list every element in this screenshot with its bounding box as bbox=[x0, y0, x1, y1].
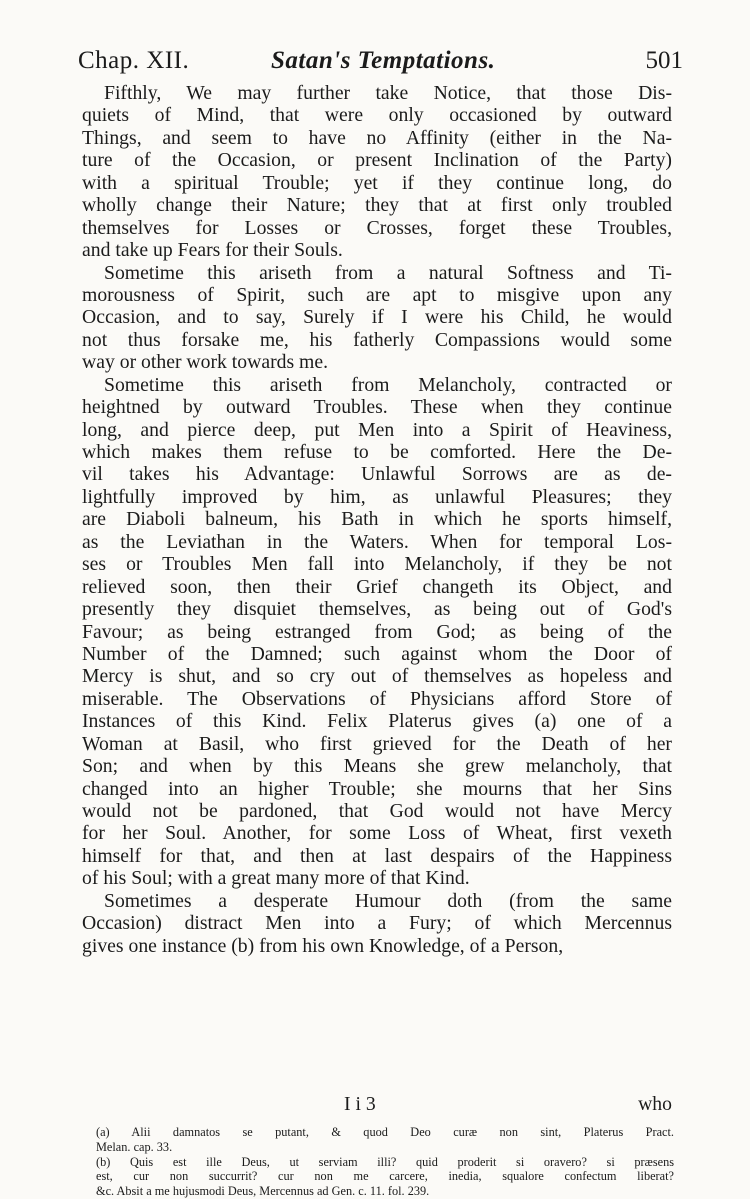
paragraph bbox=[82, 374, 672, 890]
footnote-line: (a) Alii damnatos se putant, & quod Deo curæ non sint, Platerus Pract. bbox=[96, 1125, 674, 1139]
footnote-line: &c. Absit a me hujusmodi Deus, Mercennus ad Gen. c. 11. fol. 239. bbox=[96, 1184, 430, 1199]
signature-mark: I i 3 bbox=[344, 1093, 376, 1115]
text-line: ture of the Occasion, or present Inclination of the Party) bbox=[82, 149, 672, 172]
footnotes bbox=[96, 1125, 674, 1199]
text-line: Woman at Basil, who first grieved for the Death of her bbox=[82, 732, 672, 755]
text-line: lightfully improved by him, as unlawful Pleasures; they bbox=[82, 485, 672, 508]
text-line: are Diaboli balneum, his Bath in which he sports himself, bbox=[82, 508, 672, 531]
running-title: Satan's Temptations. bbox=[271, 47, 496, 74]
text-line: Fifthly, We may further take Notice, that those Dis- bbox=[104, 82, 672, 104]
text-line: of his Soul; with a great many more of that Kind. bbox=[82, 867, 470, 890]
text-line: as the Leviathan in the Waters. When for temporal Los- bbox=[82, 530, 672, 553]
text-line: long, and pierce deep, put Men into a Spirit of Heaviness, bbox=[82, 418, 672, 441]
chapter-label: Chap. XII. bbox=[78, 47, 190, 74]
running-header bbox=[78, 47, 683, 87]
catchword: who bbox=[638, 1093, 672, 1115]
text-line: heightned by outward Troubles. These when they continue bbox=[82, 396, 672, 419]
text-line: Sometimes a desperate Humour doth (from the same bbox=[104, 889, 672, 912]
text-line: with a spiritual Trouble; yet if they continue long, do bbox=[82, 171, 672, 194]
footnote-line: est, cur non succurrit? cur non me carcere, inedia, squalore confectum liberat? bbox=[96, 1169, 674, 1184]
text-line: Occasion, and to say, Surely if I were his Child, he would bbox=[82, 306, 672, 329]
text-line: changed into an higher Trouble; she mourns that her Sins bbox=[82, 777, 672, 800]
text-line: Things, and seem to have no Affinity (either in the Na- bbox=[82, 126, 672, 149]
text-line: not thus forsake me, his fatherly Compassions would some bbox=[82, 328, 672, 351]
text-line: ses or Troubles Men fall into Melancholy, if they be not bbox=[82, 553, 672, 576]
text-line: quiets of Mind, that were only occasioned by outward bbox=[82, 104, 672, 127]
text-line: Occasion) distract Men into a Fury; of which Mercennus bbox=[82, 912, 672, 935]
text-line: gives one instance (b) from his own Knowledge, of a Person, bbox=[82, 934, 564, 957]
body-text bbox=[82, 82, 672, 957]
text-line: Son; and when by this Means she grew melancholy, that bbox=[82, 755, 672, 778]
text-line: Mercy is shut, and so cry out of themselves as hopeless and bbox=[82, 665, 672, 688]
text-line: way or other work towards me. bbox=[82, 351, 329, 374]
text-line: himself for that, and then at last despairs of the Happiness bbox=[82, 844, 672, 867]
text-line: Sometime this ariseth from Melancholy, contracted or bbox=[104, 373, 672, 396]
text-line: Number of the Damned; such against whom the Door of bbox=[82, 642, 672, 665]
paragraph bbox=[82, 82, 672, 262]
text-line: for her Soul. Another, for some Loss of Wheat, first vexeth bbox=[82, 822, 672, 845]
text-line: presently they disquiet themselves, as being out of God's bbox=[82, 598, 672, 621]
text-line: Instances of this Kind. Felix Platerus gives (a) one of a bbox=[82, 710, 672, 733]
text-line: miserable. The Observations of Physicians afford Store of bbox=[82, 687, 672, 710]
text-line: wholly change their Nature; they that at first only troubled bbox=[82, 194, 672, 217]
paragraph bbox=[82, 262, 672, 374]
text-line: and take up Fears for their Souls. bbox=[82, 239, 343, 262]
text-line: morousness of Spirit, such are apt to misgive upon any bbox=[82, 283, 672, 306]
signature-line bbox=[82, 1093, 672, 1117]
text-line: Favour; as being estranged from God; as being of the bbox=[82, 620, 672, 643]
paragraph bbox=[82, 890, 672, 957]
text-line: vil takes his Advantage: Unlawful Sorrows are as de- bbox=[82, 463, 672, 486]
text-line: relieved soon, then their Grief changeth its Object, and bbox=[82, 575, 672, 598]
footnote-line: (b) Quis est ille Deus, ut serviam illi? quid proderit si oravero? si præsens bbox=[96, 1154, 674, 1169]
text-line: Sometime this ariseth from a natural Softness and Ti- bbox=[104, 261, 672, 284]
text-line: which makes them refuse to be comforted. Here the De- bbox=[82, 441, 672, 463]
footnote-line: Melan. cap. 33. bbox=[96, 1139, 173, 1154]
text-line: themselves for Losses or Crosses, forget these Troubles, bbox=[82, 216, 672, 239]
text-line: would not be pardoned, that God would not have Mercy bbox=[82, 800, 672, 822]
page-number: 501 bbox=[645, 47, 683, 74]
